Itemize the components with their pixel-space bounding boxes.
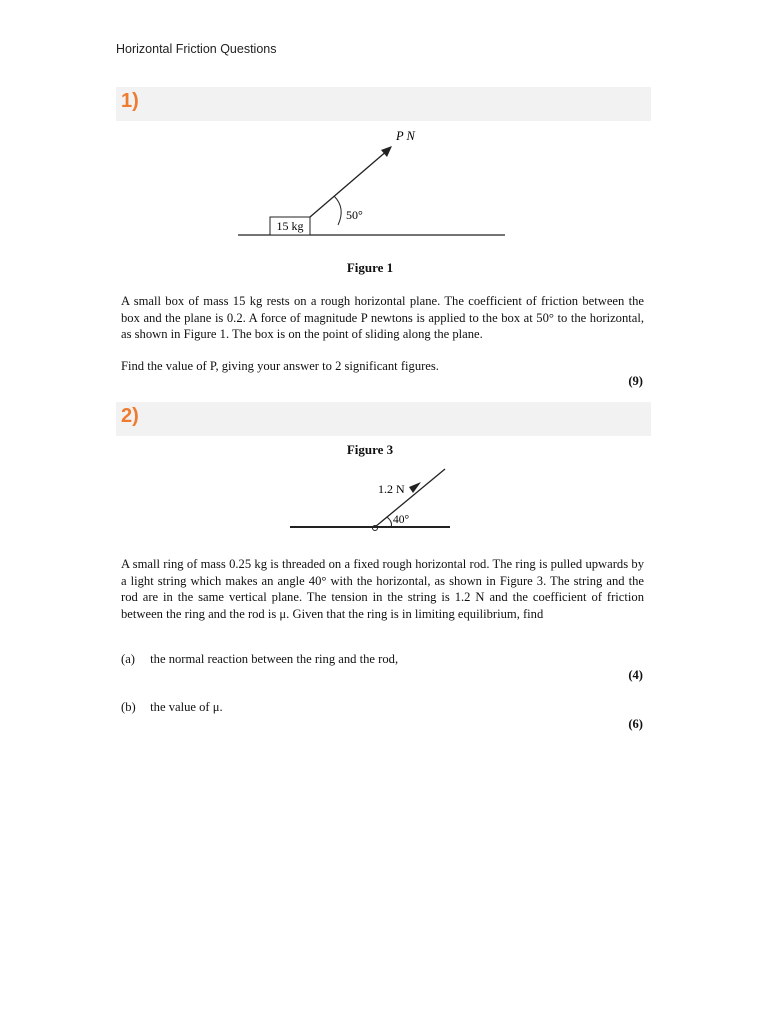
figure-1-diagram [230, 120, 520, 245]
figure-3-diagram [285, 462, 460, 537]
angle-arc [334, 196, 341, 225]
tension-arrowhead [409, 482, 421, 493]
force-arrow-line [310, 150, 388, 217]
tension-label: 1.2 N [378, 482, 405, 496]
question-1-header [116, 87, 651, 121]
question-1-text: A small box of mass 15 kg rests on a rough horizontal plane. The coefficient of friction between the box and the plane is 0.2. A force of magnitude P newtons is applied to the box at 50° to the horizontal, as shown in Figure 1. The box is on the point of sliding along the plane. [121, 294, 644, 341]
question-1-number: 1) [121, 90, 139, 112]
document-title: Horizontal Friction Questions [116, 42, 277, 56]
question-2-header [116, 402, 651, 436]
question-1-prompt: Find the value of P, giving your answer to 2 significant figures. [121, 359, 439, 373]
force-label: P N [396, 129, 415, 143]
angle-label: 40° [393, 514, 410, 526]
angle-arc [387, 517, 392, 527]
part-b [121, 700, 223, 715]
question-2-number: 2) [121, 405, 139, 427]
angle-label: 50° [346, 208, 363, 222]
part-b-label: (b) [121, 700, 136, 714]
part-a-text: the normal reaction between the ring and the rod, [150, 652, 399, 666]
part-b-text: the value of μ. [150, 700, 223, 714]
part-a-label: (a) [121, 652, 135, 666]
part-a [121, 652, 398, 667]
part-b-marks: (6) [628, 717, 643, 731]
question-2-text: A small ring of mass 0.25 kg is threaded on a fixed rough horizontal rod. The ring is pulled upwards by a light string which makes an angle 40° with the horizontal, as shown in Figure 3. The string and the rod are in the same vertical plane. The tension in the string is 1.2 N and the coefficient of friction between the ring and the rod is μ. Given that the ring is in limiting equilibrium, find [121, 557, 644, 621]
part-a-marks: (4) [628, 668, 643, 682]
figure-3-caption: Figure 3 [346, 442, 394, 457]
figure-1-caption: Figure 1 [346, 260, 394, 275]
string-line [375, 469, 445, 527]
question-1-marks: (9) [628, 374, 643, 388]
box-label: 15 kg [276, 219, 304, 233]
